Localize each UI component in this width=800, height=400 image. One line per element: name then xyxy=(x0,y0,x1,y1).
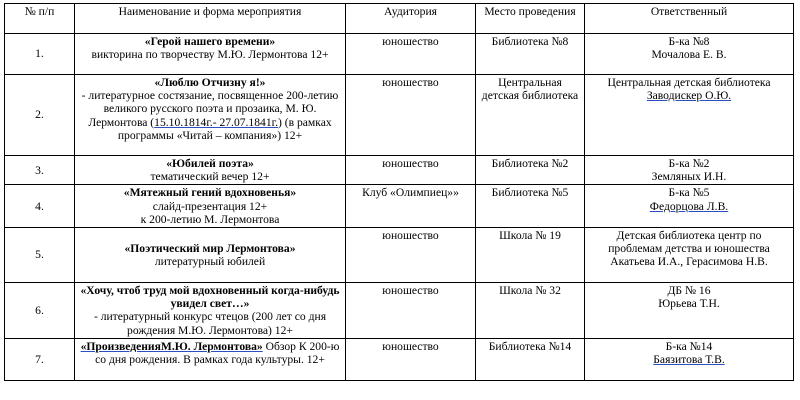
responsible-person: Баязитова Т.В. xyxy=(653,353,725,367)
place-cell: Библиотека №14 xyxy=(476,338,585,380)
row-number: 7. xyxy=(5,338,75,380)
audience-cell: юношество xyxy=(346,75,476,156)
responsible-person: Земляных И.Н. xyxy=(651,170,727,184)
table-row xyxy=(5,228,794,283)
place-cell: Библиотека №8 xyxy=(476,34,585,75)
event-cell xyxy=(75,34,346,75)
event-title: «Люблю Отчизну я!» xyxy=(154,76,266,89)
header-place: Место проведения xyxy=(476,4,585,34)
header-name: Наименование и форма мероприятия xyxy=(75,4,346,34)
place-cell: Школа № 32 xyxy=(476,283,585,339)
row-number: 6. xyxy=(5,283,75,339)
table-row xyxy=(5,156,794,185)
event-cell xyxy=(75,75,346,156)
header-responsible: Ответственный xyxy=(585,4,794,34)
row-number: 4. xyxy=(5,185,75,228)
place-cell: Центральная детская библиотека xyxy=(476,75,585,156)
responsible-person: Юрьева Т.Н. xyxy=(658,297,720,311)
event-description: - литературное состязание, посвященное 200-летию великого русского поэта и прозаика, М. Ю. Лермонтова ( xyxy=(81,89,339,129)
responsible-person: Акатьева И.А., Герасимова Н.В. xyxy=(610,255,768,269)
audience-cell: Клуб «Олимпиец»» xyxy=(346,185,476,228)
event-description: - литературный конкурс чтецов (200 лет со дня рождения М.Ю. Лермонтова) 12+ xyxy=(93,310,327,337)
event-description: Обзор К 200-ю со дня рождения. В рамках года культуры. 12+ xyxy=(95,339,340,367)
event-dates: 15.10.1814г.- 27.07.1841г. xyxy=(154,115,278,129)
event-description: викторина по творчеству М.Ю. Лермонтова 12+ xyxy=(91,48,329,62)
responsible-cell xyxy=(585,34,794,75)
audience-cell: юношество xyxy=(346,156,476,185)
responsible-person: Мочалова Е. В. xyxy=(651,48,727,62)
events-table xyxy=(4,3,794,381)
place-cell: Библиотека №2 xyxy=(476,156,585,185)
responsible-person: Федорцова Л.В. xyxy=(649,199,729,213)
header-audience: Аудитория xyxy=(346,4,476,34)
event-description: слайд-презентация 12+ xyxy=(152,199,268,213)
header-num: № п/п xyxy=(5,4,75,34)
event-cell xyxy=(75,228,346,283)
table-row xyxy=(5,185,794,228)
responsible-cell xyxy=(585,156,794,185)
place-cell: Библиотека №5 xyxy=(476,185,585,228)
row-number: 3. xyxy=(5,156,75,185)
responsible-cell xyxy=(585,185,794,228)
event-description: литературный юбилей xyxy=(154,255,266,269)
table-row xyxy=(5,34,794,75)
responsible-org: Б-ка №8 xyxy=(668,35,710,48)
audience-cell: юношество xyxy=(346,34,476,75)
event-title: «Мятежный гений вдохновенья» xyxy=(123,186,297,200)
responsible-org: Б-ка №2 xyxy=(668,157,710,170)
responsible-cell xyxy=(585,338,794,380)
audience-cell: юношество xyxy=(346,338,476,380)
place-cell: Школа № 19 xyxy=(476,228,585,283)
event-description-tail: ) (в рамках программы «Читай – компания») 12+ xyxy=(117,115,332,142)
event-cell xyxy=(75,185,346,228)
event-title: «Герой нашего времени» xyxy=(144,35,276,48)
event-cell xyxy=(75,156,346,185)
event-description: тематический вечер 12+ xyxy=(150,170,270,184)
table-row xyxy=(5,283,794,339)
responsible-cell xyxy=(585,228,794,283)
event-title: «Поэтический мир Лермонтова» xyxy=(124,242,296,256)
row-number: 5. xyxy=(5,228,75,283)
responsible-org: Б-ка №14 xyxy=(665,339,713,353)
row-number: 2. xyxy=(5,75,75,156)
event-title: «Юбилей поэта» xyxy=(166,157,254,170)
event-title: «ПроизведенияМ.Ю. Лермонтова» xyxy=(80,339,263,353)
row-number: 1. xyxy=(5,34,75,75)
audience-cell: юношество xyxy=(346,228,476,283)
responsible-org: Детская библиотека центр по проблемам детства и юношества xyxy=(608,229,770,256)
table-row xyxy=(5,75,794,156)
responsible-org: Центральная детская библиотека xyxy=(607,76,771,89)
event-title: «Хочу, чтоб труд мой вдохновенный когда-нибудь увидел свет…» xyxy=(80,284,340,311)
event-cell xyxy=(75,283,346,339)
responsible-cell xyxy=(585,75,794,156)
responsible-org: ДБ № 16 xyxy=(667,284,711,298)
responsible-cell xyxy=(585,283,794,339)
event-description-tail: к 200-летию М. Лермонтова xyxy=(140,212,280,226)
table-row xyxy=(5,338,794,380)
audience-cell: юношество xyxy=(346,283,476,339)
responsible-person: Заводискер О.Ю. xyxy=(646,89,732,103)
event-cell xyxy=(75,338,346,380)
header-row xyxy=(5,4,794,34)
responsible-org: Б-ка №5 xyxy=(668,186,710,200)
